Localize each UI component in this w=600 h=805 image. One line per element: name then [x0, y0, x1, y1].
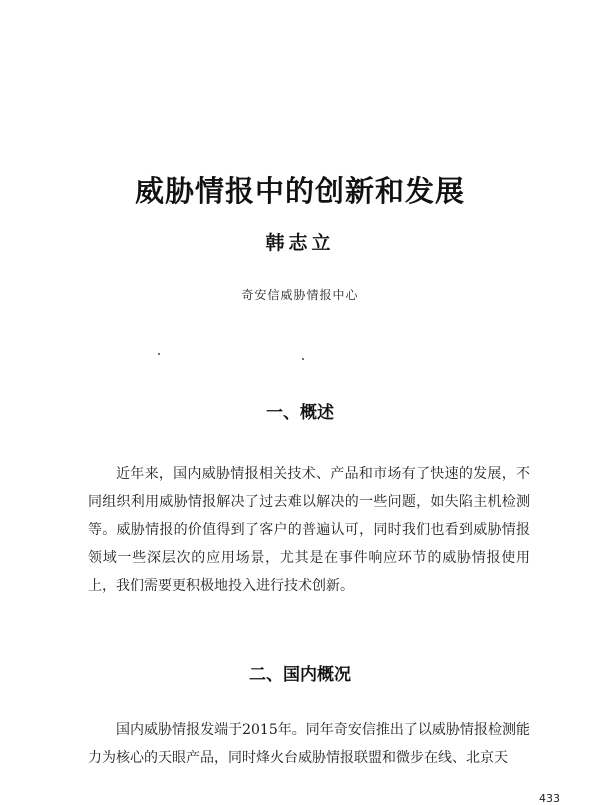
scan-speck: [158, 353, 160, 355]
author-name: 韩志立: [265, 232, 335, 254]
section-body-overview: 近年来，国内威胁情报相关技术、产品和市场有了快速的发展，不同组织利用威胁情报解决了过去难以解决的一些问题，如失陷主机检测等。威胁情报的价值得到了客户的普遍认可，同时我们也看到威胁情报领域一些深层次的应用场景，尤其是在事件响应环节的威胁情报使用上，我们需要更积极地投入进行技术创新。: [88, 466, 530, 594]
section-heading-overview: 一、概述: [266, 403, 334, 423]
page-number: 433: [539, 792, 560, 805]
section-heading-domestic: 二、国内概况: [249, 665, 351, 685]
author-affiliation: 奇安信威胁情报中心: [241, 288, 359, 302]
section-body-domestic: 国内威胁情报发端于2015年。同年奇安信推出了以威胁情报检测能力为核心的天眼产品，同时烽火台威胁情报联盟和微步在线、北京天: [88, 722, 530, 766]
scan-speck: [302, 358, 304, 360]
page-title: 威胁情报中的创新和发展: [134, 174, 465, 209]
